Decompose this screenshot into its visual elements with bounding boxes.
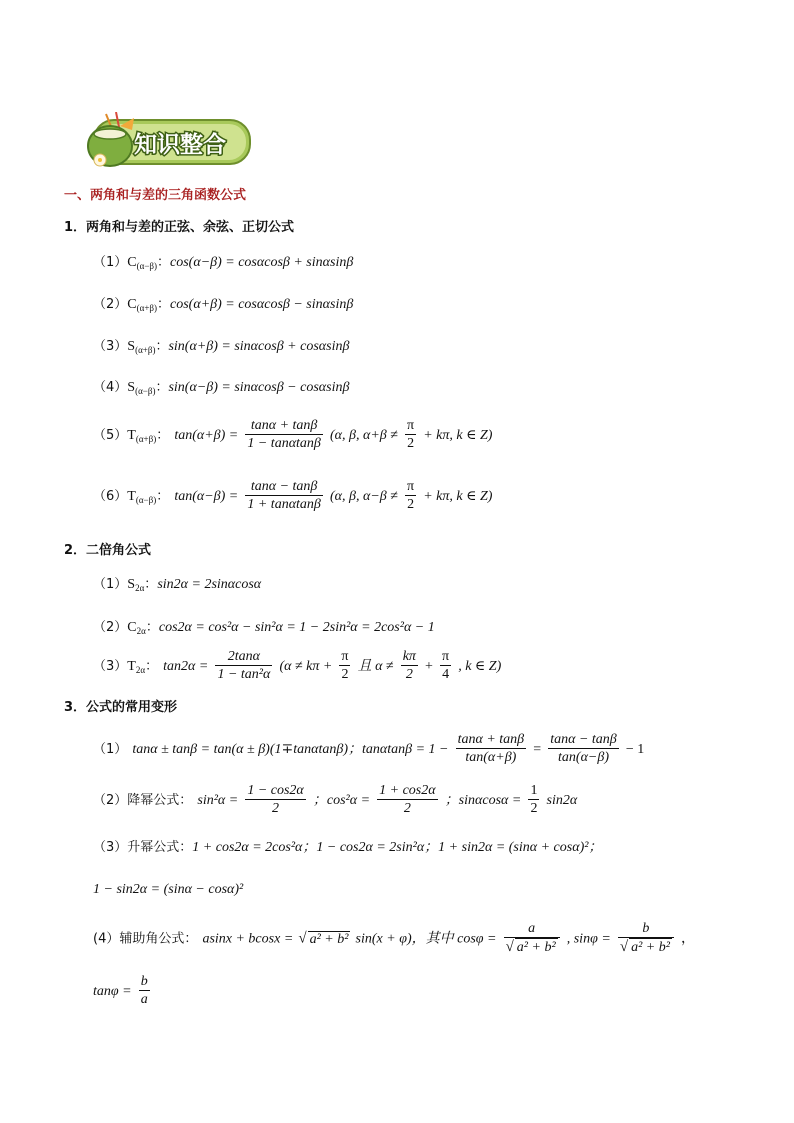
formula-tail: sin2α: [546, 793, 578, 808]
radicand: a² + b²: [631, 940, 670, 955]
condition: (α, β, α+β ≠: [330, 428, 398, 443]
fraction: [440, 648, 451, 683]
numerator: π: [407, 418, 415, 433]
denominator: 2: [272, 801, 280, 816]
denominator: 2: [403, 801, 411, 816]
formula-row: [93, 573, 261, 593]
condition: + kπ, k ∈ Z): [423, 428, 493, 443]
fraction: [339, 648, 350, 683]
denominator: tan(α+β): [465, 750, 517, 765]
plus-sign: +: [425, 659, 433, 674]
formula-row: [93, 251, 353, 271]
denominator: 2: [341, 667, 349, 682]
colon: ：: [144, 577, 158, 592]
fraction: [401, 648, 418, 683]
badge-title: 知识整合: [134, 132, 226, 158]
formula-body: , sinφ =: [566, 931, 611, 947]
formula-name: T: [127, 428, 136, 443]
formula-body: sin2α = 2sinαcosα: [157, 577, 262, 592]
numerator: b: [140, 974, 148, 989]
radicand: a² + b²: [516, 940, 556, 955]
fraction: [377, 782, 437, 817]
numerator: tanα + tanβ: [457, 732, 525, 747]
colon: ：: [145, 659, 159, 674]
denominator: tan(α−β): [558, 750, 609, 765]
formula-row: [93, 335, 349, 355]
denominator: 2: [530, 801, 538, 816]
formula-sub: (α+β): [135, 345, 156, 355]
formula-row: [93, 920, 695, 956]
item-number: （2）: [93, 620, 128, 635]
formula-row: [93, 293, 353, 313]
formula-row: [93, 648, 501, 683]
formula-body: 1 + cos2α = 2cos²α；1 − cos2α = 2sin²α；1 + sin2α = (sinα + cosα)²；: [192, 840, 603, 855]
formula-name: S: [127, 380, 136, 395]
numerator: 1 + cos2α: [379, 783, 436, 798]
formula-body: sin(x + φ)，其中 cosφ =: [355, 931, 497, 947]
formula-sub: (α−β): [135, 386, 156, 396]
fraction: [528, 782, 539, 817]
denominator: a: [140, 992, 148, 1007]
formula-body: tanα ± tanβ = tan(α ± β)(1∓tanαtanβ)；tanαtanβ = 1 −: [132, 742, 449, 757]
formula-body: cos(α−β) = cosαcosβ + sinαsinβ: [170, 255, 354, 270]
formula-label: (4）辅助角公式：: [93, 931, 198, 947]
colon: ：: [155, 339, 169, 354]
formula-body: 1 − sin2α = (sinα − cosα)²: [93, 882, 244, 897]
item-number: （3）: [93, 339, 128, 354]
formula-row: [93, 376, 349, 396]
subsection-title-1: 1．两角和与差的正弦、余弦、正切公式: [64, 220, 295, 235]
formula-row: [93, 731, 644, 766]
fraction: [504, 920, 560, 956]
condition: 且 α ≠: [357, 659, 394, 674]
item-number: （1）: [93, 255, 128, 270]
formula-sub: 2α: [135, 583, 145, 593]
formula-row: [93, 478, 492, 513]
colon: ：: [156, 489, 170, 504]
formula-sub: 2α: [136, 626, 146, 636]
formula-sub: (α+β): [136, 303, 157, 313]
condition: (α ≠ kπ +: [279, 659, 333, 674]
numerator: tanα + tanβ: [245, 417, 323, 435]
colon: ：: [145, 620, 159, 635]
numerator: 2tanα: [215, 648, 272, 666]
item-number: （2）: [93, 297, 128, 312]
item-number: （1）: [93, 742, 128, 757]
subsection-title-2: 2．二倍角公式: [64, 543, 152, 558]
fraction: [139, 973, 150, 1008]
subsection-title-3: 3．公式的常用变形: [64, 700, 178, 715]
fraction: [245, 478, 323, 513]
item-number: （3）: [93, 659, 128, 674]
denominator: 1 + tanαtanβ: [247, 497, 321, 512]
formula-label: （2）降幂公式：: [93, 793, 193, 808]
knowledge-badge: [76, 112, 254, 168]
formula-row: [93, 973, 152, 1008]
numerator: a: [504, 920, 560, 938]
fraction: [548, 731, 619, 766]
denominator: 4: [442, 667, 450, 682]
formula-row: [93, 616, 435, 636]
formula-body: sin²α =: [197, 793, 239, 808]
formula-row: [93, 836, 602, 856]
numerator: b: [618, 920, 674, 938]
formula-row: [93, 417, 492, 452]
equals-sign: =: [533, 742, 542, 757]
colon: ：: [157, 297, 171, 312]
numerator: 1 − cos2α: [247, 783, 304, 798]
formula-name: S: [127, 339, 136, 354]
numerator: tanα − tanβ: [550, 732, 617, 747]
item-number: （4）: [93, 380, 128, 395]
formula-name: T: [127, 659, 136, 674]
formula-sub: (α−β): [136, 261, 157, 271]
condition: (α, β, α−β ≠: [330, 489, 398, 504]
denominator: 2: [407, 497, 415, 512]
fraction: [456, 731, 527, 766]
formula-body: tanφ =: [93, 984, 132, 999]
formula-sub: (α+β): [135, 434, 157, 444]
fraction: [405, 478, 416, 513]
formula-name: T: [127, 489, 136, 504]
radical-sign: √: [298, 930, 307, 947]
formula-body: ；cos²α =: [312, 793, 371, 808]
formula-body: cos2α = cos²α − sin²α = 1 − 2sin²α = 2cos²α − 1: [158, 620, 435, 635]
formula-body: asinx + bcosx =: [202, 931, 294, 947]
denominator: √ a² + b²: [505, 939, 556, 955]
numerator: tanα − tanβ: [245, 478, 323, 496]
denominator: 2: [407, 436, 415, 451]
formula-name: C: [127, 620, 137, 635]
condition: , k ∈ Z): [458, 659, 502, 674]
item-number: （5）: [93, 428, 128, 443]
denominator: 1 − tanαtanβ: [247, 436, 321, 451]
formula-lhs: tan(α+β) =: [174, 428, 239, 443]
numerator: π: [407, 479, 415, 494]
formula-body: sin(α−β) = sinαcosβ − cosαsinβ: [168, 380, 350, 395]
colon: ：: [157, 255, 171, 270]
item-number: （1）: [93, 577, 128, 592]
colon: ：: [155, 380, 169, 395]
fraction: [618, 920, 674, 956]
denominator: 1 − tan²α: [217, 667, 271, 682]
formula-sub: 2α: [135, 665, 146, 675]
denominator: √ a² + b²: [619, 939, 670, 955]
formula-row: [93, 782, 577, 817]
formula-tail: − 1: [625, 742, 645, 757]
section-title: 一、两角和与差的三角函数公式: [64, 188, 247, 203]
punctuation: ，: [681, 931, 696, 947]
formula-label: （3）升幂公式：: [93, 840, 193, 855]
formula-body: sin(α+β) = sinαcosβ + cosαsinβ: [168, 339, 350, 354]
numerator: kπ: [402, 649, 416, 664]
numerator: π: [442, 649, 450, 664]
condition: + kπ, k ∈ Z): [423, 489, 493, 504]
fraction: [245, 417, 323, 452]
fraction: [215, 648, 272, 683]
formula-lhs: tan2α =: [163, 659, 209, 674]
formula-name: S: [127, 577, 136, 592]
radicand: a² + b²: [309, 931, 349, 947]
formula-body: ；sinαcosα =: [444, 793, 522, 808]
formula-lhs: tan(α−β) =: [174, 489, 239, 504]
numerator: π: [341, 649, 349, 664]
fraction: [245, 782, 305, 817]
denominator: 2: [405, 667, 413, 682]
formula-sub: (α−β): [135, 495, 157, 505]
formula-name: C: [127, 297, 137, 312]
numerator: 1: [530, 783, 538, 798]
fraction: [405, 417, 416, 452]
formula-name: C: [127, 255, 137, 270]
item-number: （6）: [93, 489, 128, 504]
formula-row: [93, 878, 243, 898]
formula-body: cos(α+β) = cosαcosβ − sinαsinβ: [170, 297, 354, 312]
colon: ：: [156, 428, 170, 443]
